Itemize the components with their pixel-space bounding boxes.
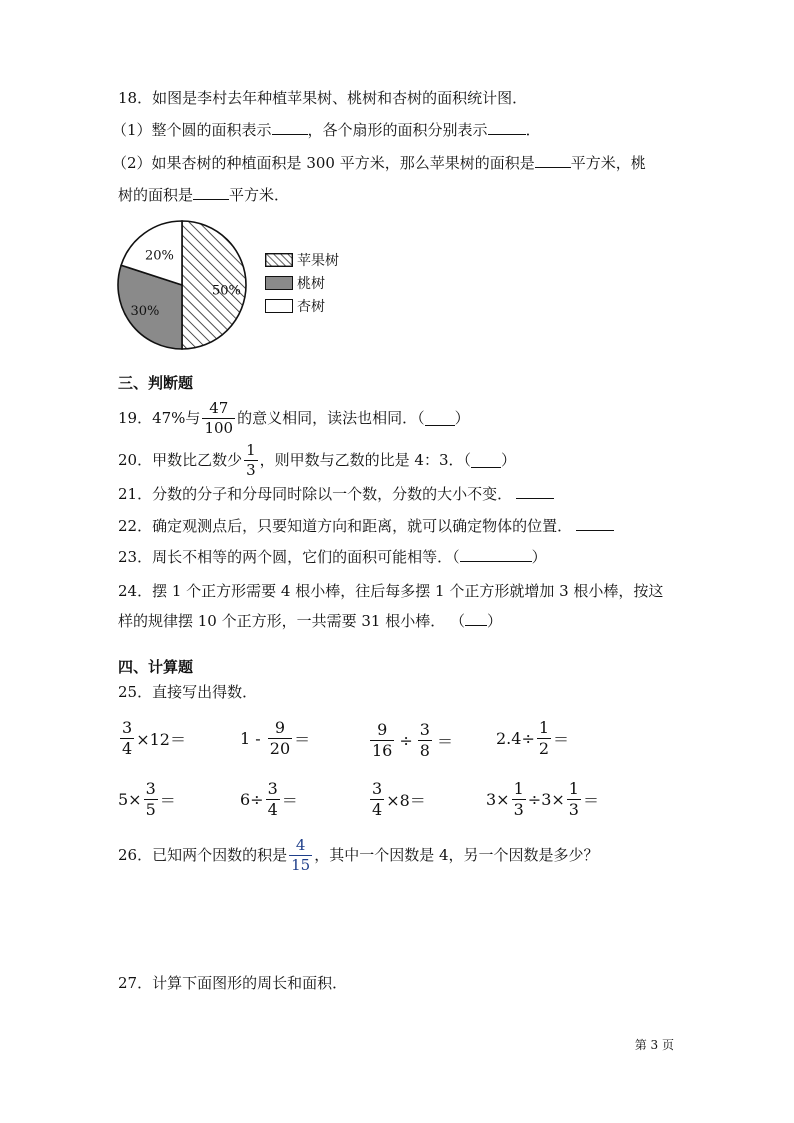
fraction [567,781,581,818]
calc-text: ＝ [436,732,453,751]
answer-blank[interactable] [272,119,308,135]
fraction-denominator: 2 [538,739,550,758]
q24-text-b: ） [487,612,503,630]
pie-chart [112,215,260,355]
calc-text: 3× [486,790,510,809]
pie-slice-label: 20% [144,248,174,264]
pie-slice-label: 50% [211,283,241,299]
calc-text: ÷3× [527,790,565,809]
calc-text: ＝ [159,791,176,810]
calc-text: 1 - [240,729,266,748]
calc-text: ×12＝ [136,730,186,749]
fraction-numerator: 1 [568,779,579,798]
legend-item-peach [265,273,325,293]
q26-text-a: 26．已知两个因数的积是 [118,846,288,864]
q23-text-a: 23．周长不相等的两个圆，它们的面积可能相等．（ [118,548,460,566]
fraction-denominator: 3 [568,800,579,819]
q18-title: 18．如图是李村去年种植苹果树、桃树和杏树的面积统计图． [118,89,528,107]
q20-fraction [244,440,258,479]
fraction [144,781,158,818]
calc-text: ＝ [281,791,298,810]
fraction-numerator: 4 [295,835,306,854]
q24-line2 [118,610,502,632]
fraction-denominator: 3 [513,800,524,819]
answer-blank[interactable] [193,184,229,200]
q18-part2-text-a: （2）如果杏树的种植面积是 300 平方米，那么苹果树的面积是 [112,154,535,172]
calc-text: 5× [118,790,142,809]
answer-blank[interactable] [465,610,487,626]
calc-item-5 [118,781,176,818]
q19-fraction [202,398,235,437]
calc-text: ＝ [294,730,311,749]
fraction [418,722,432,759]
q18-part1 [112,119,541,141]
q20-text-b: ，则甲数与乙数的比是 4：3．（ [259,451,471,469]
q24-line1: 24．摆 1 个正方形需要 4 根小棒，往后每多摆 1 个正方形就增加 3 根小棒，按这 [118,582,664,600]
q20-text-c: ） [501,451,517,469]
q20-text-a: 20．甲数比乙数少 [118,451,243,469]
fraction-denominator: 100 [204,418,234,437]
q24-text-a: 样的规律摆 10 个正方形，一共需要 31 根小棒． （ [118,612,466,630]
answer-blank[interactable] [425,410,455,426]
q22 [118,515,614,537]
calc-item-7 [368,781,426,818]
fraction [537,720,551,757]
legend-swatch-apple [265,253,293,267]
q19 [118,398,470,438]
fraction-denominator: 16 [372,741,393,760]
fraction-numerator: 3 [145,779,156,798]
q21 [118,483,554,505]
fraction-numerator: 47 [209,398,229,417]
fraction-denominator: 5 [145,800,156,819]
fraction-numerator: 3 [419,720,430,739]
fraction [266,781,280,818]
section-title-judgement: 三、判断题 [118,374,194,392]
answer-blank[interactable] [471,452,501,468]
q23-text-b: ） [531,548,547,566]
pie-slice-label: 30% [130,304,160,320]
calc-item-8 [486,781,599,818]
fraction [268,720,292,757]
calc-item-3 [368,722,453,759]
calc-item-2 [240,720,310,757]
fraction-numerator: 1 [513,779,524,798]
legend-label-peach: 桃树 [297,276,325,292]
calc-item-6 [240,781,298,818]
q18-part1-text-a: （1）整个圆的面积表示 [112,121,272,139]
page-number: 第 3 页 [634,1038,674,1052]
fraction-numerator: 9 [274,718,286,737]
q18-part2-text-b: 平方米，桃 [570,154,646,172]
q18-part2-text-c: 树的面积是 [118,186,194,204]
q21-text: 21．分数的分子和分母同时除以一个数，分数的大小不变． [118,485,513,503]
q18-part2-cont [118,184,289,206]
fraction [370,781,384,818]
fraction-denominator: 3 [246,460,256,479]
calc-text: ×8＝ [386,791,426,810]
fraction [370,722,394,759]
fraction [512,781,526,818]
calc-text: ÷ [399,731,413,750]
fraction-denominator: 4 [267,800,278,819]
legend-label-apricot: 杏树 [297,299,325,315]
q18-part2-text-d: 平方米． [229,186,290,204]
legend-swatch-apricot [265,299,293,313]
answer-blank[interactable] [576,515,614,531]
calc-text: 6÷ [240,790,264,809]
q26-fraction [289,835,312,874]
fraction [120,720,134,757]
q20 [118,440,516,480]
fraction-denominator: 4 [122,739,133,758]
q18-part2 [112,152,646,174]
answer-blank[interactable] [516,483,554,499]
fraction-numerator: 1 [538,718,550,737]
fraction-denominator: 15 [291,855,311,874]
calc-text: ＝ [582,791,599,810]
q18-part1-text-b: ，各个扇形的面积分别表示 [307,121,488,139]
q22-text: 22．确定观测点后，只要知道方向和距离，就可以确定物体的位置． [118,517,573,535]
fraction-denominator: 8 [419,741,430,760]
q23 [118,546,547,568]
fraction-denominator: 20 [269,739,291,758]
fraction-numerator: 9 [377,720,388,739]
calc-item-1 [118,720,186,757]
q19-text-a: 19．47%与 [118,409,201,427]
answer-blank[interactable] [488,119,526,135]
fraction-numerator: 3 [372,779,383,798]
section-title-calculation: 四、计算题 [118,658,194,676]
q27: 27．计算下面图形的周长和面积． [118,974,348,992]
fraction-denominator: 4 [372,800,383,819]
q26 [118,835,599,875]
q18-part1-text-c: ． [525,121,541,139]
answer-blank[interactable] [460,546,532,562]
q19-text-b: 的意义相同，读法也相同．（ [237,409,425,427]
q26-text-b: ，其中一个因数是 4，另一个因数是多少？ [314,846,599,864]
legend-item-apricot [265,296,325,316]
legend-item-apple [265,250,339,270]
q19-text-c: ） [454,409,470,427]
calc-item-4 [496,720,569,757]
calc-text: 2.4÷ [496,729,535,748]
fraction-numerator: 1 [246,440,256,459]
q25: 25．直接写出得数． [118,683,258,701]
answer-blank[interactable] [535,152,571,168]
fraction-numerator: 3 [122,718,133,737]
legend-label-apple: 苹果树 [297,253,339,269]
legend-swatch-peach [265,276,293,290]
calc-text: ＝ [553,730,570,749]
fraction-numerator: 3 [267,779,278,798]
